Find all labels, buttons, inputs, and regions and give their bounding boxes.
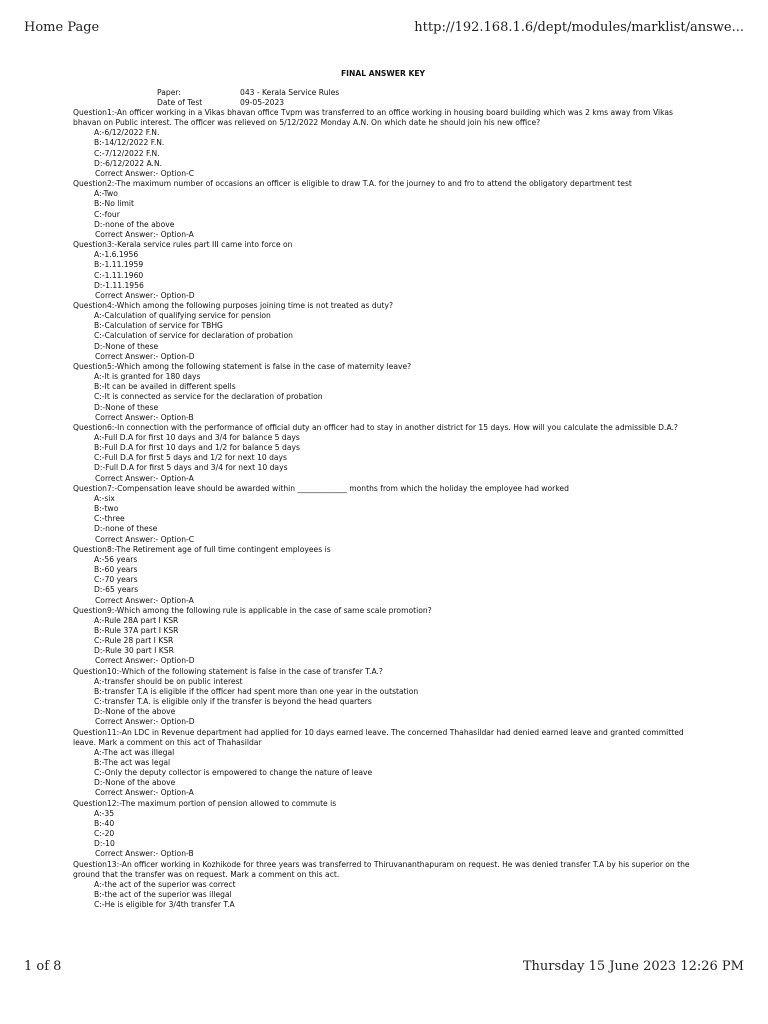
answer-option: D:-None of these — [94, 402, 159, 412]
question-text: Question3:-Kerala service rules part III came into force on — [73, 240, 293, 250]
answer-option: D:-None of the above — [94, 778, 176, 788]
document-title: FINAL ANSWER KEY — [340, 69, 426, 78]
question-block — [73, 240, 693, 301]
answer-option: B:-14/12/2022 F.N. — [94, 138, 165, 148]
answer-option: B:-1.11.1959 — [94, 260, 144, 270]
question-text: Question5:-Which among the following statement is false in the case of maternity leave? — [73, 361, 412, 371]
correct-answer: Correct Answer:- Option-B — [95, 412, 194, 422]
question-block — [73, 484, 693, 545]
answer-option: C:-Only the deputy collector is empowered to change the nature of leave — [94, 768, 373, 778]
answer-option: C:-20 — [94, 829, 115, 839]
question-block — [73, 799, 693, 860]
question-block — [73, 108, 693, 179]
answer-option: D:-1.11.1956 — [94, 280, 144, 290]
question-text: Question13:-An officer working in Kozhikode for three years was transferred to Thiruvananthapuram on request. He was denied transfer T.A by his superior on the ground that the transfer was on request. Mark a comment on this act. — [73, 859, 690, 879]
answer-option: D:-none of the above — [94, 219, 175, 229]
question-text: Question10:-Which of the following statement is false in the case of transfer T.A.? — [73, 666, 383, 676]
question-block — [73, 423, 693, 484]
answer-option: A:-It is granted for 180 days — [94, 372, 201, 382]
correct-answer: Correct Answer:- Option-A — [95, 473, 194, 483]
question-text: Question1:-An officer working in a Vikas bhavan office Tvpm was transferred to an office working in housing board building which was 2 kms away from Vikas bhavan on Public interest. The officer was relieved on 5/12/2022 Monday A.N. On which date he should join his new office? — [73, 108, 673, 128]
correct-answer: Correct Answer:- Option-A — [95, 229, 194, 239]
question-text: Question7:-Compensation leave should be awarded within _____________ months from which the holiday the employee had worked — [73, 483, 569, 493]
answer-option: D:-Rule 30 part I KSR — [94, 646, 174, 656]
answer-option: A:-transfer should be on public interest — [94, 676, 243, 686]
answer-option: C:-He is eligible for 3/4th transfer T.A — [94, 900, 235, 910]
header-url: http://192.168.1.6/dept/modules/marklist/answe... — [414, 20, 744, 35]
answer-option: C:-It is connected as service for the declaration of probation — [94, 392, 323, 402]
question-text: Question4:-Which among the following purposes joining time is not treated as duty? — [73, 300, 394, 310]
question-text: Question6:-In connection with the performance of official duty an officer had to stay in another district for 15 days. How will you calculate the admissible D.A.? — [73, 422, 678, 432]
question-text: Question8:-The Retirement age of full time contingent employees is — [73, 544, 331, 554]
answer-option: B:-the act of the superior was illegal — [94, 890, 232, 900]
answer-option: C:-7/12/2022 F.N. — [94, 148, 160, 158]
correct-answer: Correct Answer:- Option-C — [95, 168, 195, 178]
correct-answer: Correct Answer:- Option-D — [95, 351, 195, 361]
question-block — [73, 362, 693, 423]
question-block — [73, 606, 693, 667]
answer-option: D:-6/12/2022 A.N. — [94, 158, 163, 168]
answer-option: D:-65 years — [94, 585, 139, 595]
question-text: Question12:-The maximum portion of pension allowed to commute is — [73, 798, 337, 808]
answer-option: A:-The act was illegal — [94, 747, 175, 757]
question-text: Question2:-The maximum number of occasions an officer is eligible to draw T.A. for the journey to and fro to attend the obligatory department test — [73, 179, 632, 189]
answer-option: A:-Calculation of qualifying service for pension — [94, 311, 271, 321]
print-header — [0, 20, 768, 40]
answer-option: A:-35 — [94, 808, 115, 818]
answer-option: A:-56 years — [94, 554, 138, 564]
correct-answer: Correct Answer:- Option-B — [95, 849, 194, 859]
correct-answer: Correct Answer:- Option-D — [95, 290, 195, 300]
answer-option: B:-No limit — [94, 199, 134, 209]
answer-option: A:-6/12/2022 F.N. — [94, 128, 160, 138]
question-block — [73, 301, 693, 362]
answer-option: D:-none of these — [94, 524, 158, 534]
answer-option: C:-transfer T.A. is eligible only if the transfer is beyond the head quarters — [94, 697, 372, 707]
answer-key-document — [73, 69, 693, 910]
answer-option: D:-None of these — [94, 341, 159, 351]
answer-option: D:-None of the above — [94, 707, 176, 717]
answer-option: B:-two — [94, 504, 119, 514]
correct-answer: Correct Answer:- Option-D — [95, 717, 195, 727]
question-block — [73, 179, 693, 240]
meta-key: Paper: — [157, 88, 181, 97]
answer-option: A:-Full D.A for first 10 days and 3/4 for balance 5 days — [94, 433, 300, 442]
question-block — [73, 860, 693, 911]
meta-row-date — [73, 98, 693, 108]
answer-option: C:-Calculation of service for declaration of probation — [94, 331, 293, 341]
meta-key: Date of Test — [157, 98, 203, 107]
answer-option: B:-transfer T.A is eligible if the officer had spent more than one year in the outstation — [94, 686, 419, 696]
question-text: Question9:-Which among the following rule is applicable in the case of same scale promotion? — [73, 605, 432, 615]
answer-option: D:-10 — [94, 839, 115, 849]
answer-option: D:-Full D.A for first 5 days and 3/4 for next 10 days — [94, 463, 288, 473]
meta-value: 09-05-2023 — [240, 98, 285, 107]
question-text: Question11:-An LDC in Revenue department had applied for 10 days earned leave. The concerned Thahasildar had denied earned leave and granted committed leave. Mark a comment on this act of Thahasildar — [73, 727, 684, 747]
answer-option: B:-Full D.A for first 10 days and 1/2 for balance 5 days — [94, 443, 300, 453]
footer-page-number: 1 of 8 — [24, 959, 62, 974]
answer-option: B:-Rule 37A part I KSR — [94, 625, 179, 635]
answer-option: C:-Full D.A for first 5 days and 1/2 for next 10 days — [94, 453, 287, 463]
question-block — [73, 667, 693, 728]
answer-option: A:-the act of the superior was correct — [94, 879, 236, 889]
document-meta — [73, 88, 693, 108]
answer-option: B:-The act was legal — [94, 758, 171, 767]
question-block — [73, 728, 693, 799]
answer-option: B:-It can be availed in different spells — [94, 382, 236, 392]
question-list — [73, 108, 693, 910]
meta-row-paper — [73, 88, 693, 98]
answer-option: C:-four — [94, 209, 120, 219]
answer-option: C:-70 years — [94, 575, 138, 585]
answer-option: C:-1.11.1960 — [94, 270, 144, 280]
meta-value: 043 - Kerala Service Rules — [240, 88, 340, 97]
footer-timestamp: Thursday 15 June 2023 12:26 PM — [522, 959, 744, 974]
correct-answer: Correct Answer:- Option-A — [95, 595, 194, 605]
answer-option: B:-40 — [94, 818, 115, 828]
answer-option: A:-Rule 28A part I KSR — [94, 615, 179, 625]
print-footer — [0, 959, 768, 979]
question-block — [73, 545, 693, 606]
correct-answer: Correct Answer:- Option-A — [95, 788, 194, 798]
answer-option: C:-Rule 28 part I KSR — [94, 636, 174, 646]
correct-answer: Correct Answer:- Option-C — [95, 534, 195, 544]
header-page-title: Home Page — [24, 20, 100, 35]
answer-option: C:-three — [94, 514, 125, 524]
answer-option: A:-Two — [94, 189, 118, 199]
answer-option: A:-1.6.1956 — [94, 250, 139, 260]
answer-option: B:-60 years — [94, 565, 138, 575]
answer-option: A:-six — [94, 493, 115, 503]
answer-option: B:-Calculation of service for TBHG — [94, 321, 223, 331]
correct-answer: Correct Answer:- Option-D — [95, 656, 195, 666]
